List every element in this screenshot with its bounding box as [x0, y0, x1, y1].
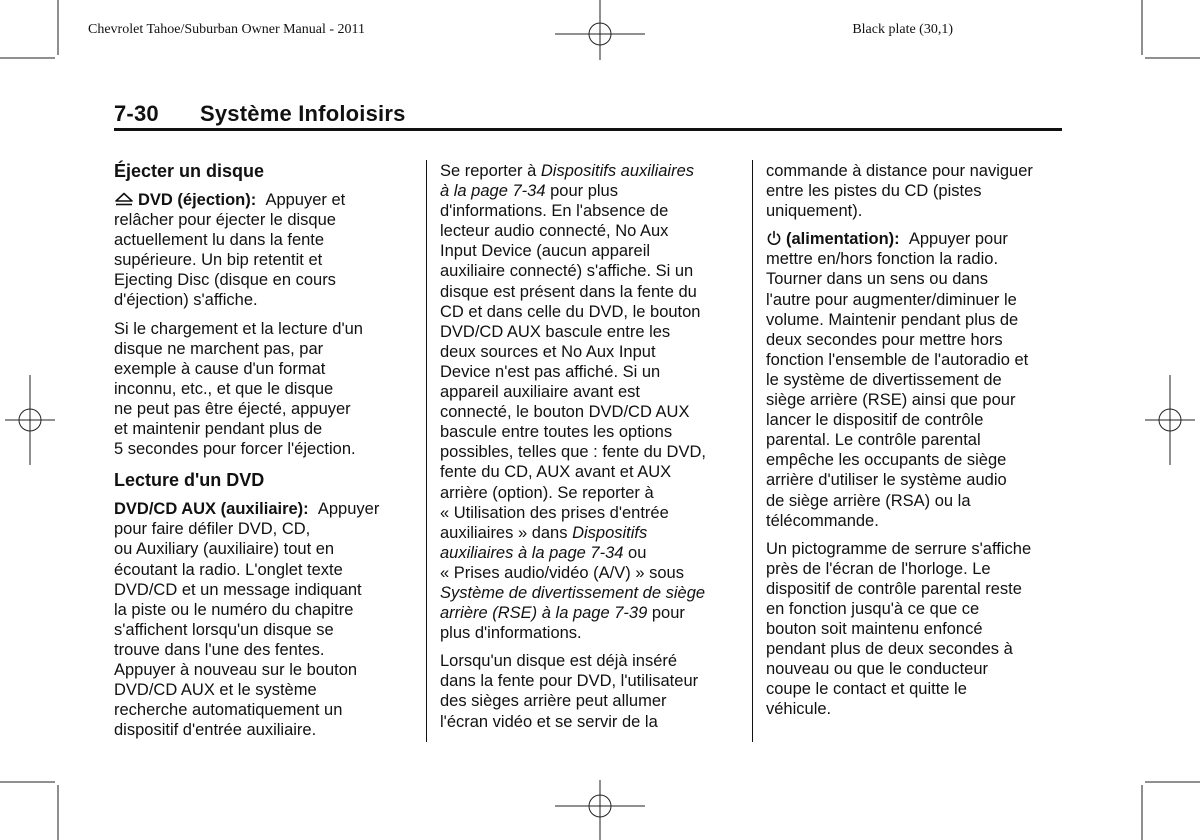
text-line: fonction l'ensemble de l'autoradio et: [766, 350, 1029, 369]
text-line: lancer le dispositif de contrôle: [766, 411, 984, 430]
text-line: Device n'est pas affiché. Si un: [440, 362, 661, 381]
text-line: en fonction jusqu'à ce que ce: [766, 599, 980, 618]
text-line: bascule entre toutes les options: [440, 423, 673, 442]
text-line: arrière d'utiliser le système audio: [766, 471, 1007, 490]
text-line: empêche les occupants de siège: [766, 451, 1007, 470]
registration-mark-left: [5, 375, 55, 465]
text-line: le système de divertissement de: [766, 370, 1002, 389]
text-line: Input Device (aucun appareil: [440, 242, 651, 261]
dvd-aux-paragraph: [114, 499, 414, 740]
text-line: auxiliaires » dans: [440, 523, 573, 542]
text-line: arrière (option). Se reporter à: [440, 483, 654, 502]
text-line: DVD/CD AUX bascule entre les: [440, 322, 671, 341]
column-3: [766, 161, 1066, 728]
text-line: Appuyer à nouveau sur le bouton: [114, 660, 358, 679]
text-line: Ejecting Disc (disque en cours: [114, 271, 336, 290]
text-line: lecteur audio connecté, No Aux: [440, 222, 669, 241]
registration-mark-top: [555, 0, 645, 60]
text-line: près de l'écran de l'horloge. Le: [766, 559, 991, 578]
text-line: Tourner dans un sens ou dans: [766, 270, 988, 289]
dvd-aux-label: DVD/CD AUX (auxiliaire):: [114, 500, 309, 519]
text-line: entre les pistes du CD (pistes: [766, 182, 982, 201]
text-line: véhicule.: [766, 700, 832, 719]
text-line: disque ne marchent pas, par: [114, 339, 324, 358]
text-line: la piste ou le numéro du chapitre: [114, 600, 354, 619]
text-line: s'affichent lorsqu'un disque se: [114, 620, 334, 639]
registration-mark-bottom: [555, 780, 645, 840]
text-line: connecté, le bouton DVD/CD AUX: [440, 403, 690, 422]
text-line: d'informations. En l'absence de: [440, 202, 669, 221]
text-line: « Prises audio/vidéo (A/V) » sous: [440, 563, 684, 582]
text-line: des sièges arrière peut allumer: [440, 692, 667, 711]
eject-failure-paragraph: [114, 319, 414, 460]
text-line: de siège arrière (RSA) ou la: [766, 491, 971, 510]
column-divider-2: [752, 160, 753, 742]
text-line: ou Auxiliary (auxiliaire) tout en: [114, 540, 335, 559]
text-line: auxiliaire connecté) s'affiche. Si un: [440, 262, 694, 281]
eject-icon: [114, 192, 134, 206]
power-icon: [766, 230, 782, 246]
text-line: bouton soit maintenu enfoncé: [766, 620, 983, 639]
power-label: (alimentation):: [786, 230, 900, 249]
text-line: Appuyer et: [265, 191, 346, 209]
column-divider-1: [426, 160, 427, 742]
text-line: commande à distance pour naviguer: [766, 162, 1033, 180]
text-line: inconnu, etc., et que le disque: [114, 379, 334, 398]
text-line: possibles, telles que : fente du DVD,: [440, 443, 706, 462]
text-line: DVD/CD et un message indiquant: [114, 580, 362, 599]
text-line: ne peut pas être éjecté, appuyer: [114, 399, 351, 418]
eject-paragraph: [114, 190, 414, 311]
text-line: deux sources et No Aux Input: [440, 342, 656, 361]
text-line: l'écran vidéo et se servir de la: [440, 712, 658, 731]
text-line: Un pictogramme de serrure s'affiche: [766, 539, 1032, 558]
cross-reference: auxiliaires à la page 7-34: [440, 543, 624, 562]
text-line: volume. Maintenir pendant plus de: [766, 310, 1019, 329]
page-number: 7-30: [114, 101, 159, 126]
text-line: Se reporter à: [440, 162, 541, 180]
plate-header: Black plate (30,1): [852, 22, 953, 37]
text-line: pour plus: [545, 182, 618, 201]
eject-label: DVD (éjection):: [138, 191, 257, 209]
eject-heading: Éjecter un disque: [114, 161, 265, 181]
text-line: appareil auxiliaire avant est: [440, 383, 640, 402]
text-line: actuellement lu dans la fente: [114, 231, 325, 250]
text-line: Lorsqu'un disque est déjà inséré: [440, 652, 678, 671]
text-line: « Utilisation des prises d'entrée: [440, 503, 669, 522]
title-rule: [114, 128, 1062, 131]
cross-reference: Système de divertissement de siège: [440, 583, 706, 602]
text-line: DVD/CD AUX et le système: [114, 681, 317, 700]
text-line: plus d'informations.: [440, 624, 582, 643]
text-line: nouveau ou que le conducteur: [766, 660, 989, 679]
text-line: disque est présent dans la fente du: [440, 282, 697, 301]
text-line: ou: [623, 543, 647, 562]
text-line: coupe le contact et quitte le: [766, 680, 967, 699]
cross-reference: Dispositifs: [572, 523, 648, 542]
column-1: [114, 160, 414, 748]
text-line: uniquement).: [766, 202, 863, 221]
cross-reference: arrière (RSE) à la page 7-39: [440, 604, 648, 623]
text-line: dispositif d'entrée auxiliaire.: [114, 721, 317, 740]
text-line: et maintenir pendant plus de: [114, 420, 323, 439]
text-line: 5 secondes pour forcer l'éjection.: [114, 440, 356, 459]
remote-paragraph: [766, 161, 1066, 221]
text-line: d'éjection) s'affiche.: [114, 291, 258, 310]
text-line: deux secondes pour mettre hors: [766, 330, 1003, 349]
text-line: trouve dans l'une des fentes.: [114, 640, 325, 659]
text-line: pendant plus de deux secondes à: [766, 640, 1013, 659]
text-line: l'autre pour augmenter/diminuer le: [766, 290, 1017, 309]
text-line: Appuyer pour: [908, 230, 1008, 249]
dvd-playback-heading: Lecture d'un DVD: [114, 470, 265, 491]
text-line: pour faire défiler DVD, CD,: [114, 520, 311, 539]
cross-reference: à la page 7-34: [440, 182, 546, 201]
aux-reference-paragraph: [440, 161, 740, 643]
text-line: siège arrière (RSE) ainsi que pour: [766, 391, 1016, 410]
section-name: Système Infoloisirs: [200, 101, 406, 126]
text-line: supérieure. Un bip retentit et: [114, 251, 323, 270]
cross-reference: Dispositifs auxiliaires: [540, 162, 695, 180]
text-line: Appuyer: [317, 500, 380, 519]
text-line: Si le chargement et la lecture d'un: [114, 319, 363, 338]
page-title: [114, 101, 406, 127]
rear-seat-paragraph: [440, 651, 740, 731]
text-line: pour: [647, 604, 685, 623]
text-line: télécommande.: [766, 511, 879, 530]
registration-mark-right: [1145, 375, 1195, 465]
text-line: exemple à cause d'un format: [114, 359, 326, 378]
lock-paragraph: [766, 539, 1066, 720]
text-line: écoutant la radio. L'onglet texte: [114, 560, 343, 579]
text-line: recherche automatiquement un: [114, 701, 343, 720]
text-line: fente du CD, AUX avant et AUX: [440, 463, 672, 482]
text-line: mettre en/hors fonction la radio.: [766, 250, 999, 269]
column-2: [440, 161, 740, 740]
power-paragraph: [766, 229, 1066, 530]
text-line: CD et dans celle du DVD, le bouton: [440, 302, 701, 321]
text-line: relâcher pour éjecter le disque: [114, 211, 336, 230]
manual-title-header: Chevrolet Tahoe/Suburban Owner Manual - 2011: [88, 22, 366, 37]
text-line: parental. Le contrôle parental: [766, 431, 981, 450]
text-line: dans la fente pour DVD, l'utilisateur: [440, 672, 699, 691]
text-line: dispositif de contrôle parental reste: [766, 579, 1022, 598]
